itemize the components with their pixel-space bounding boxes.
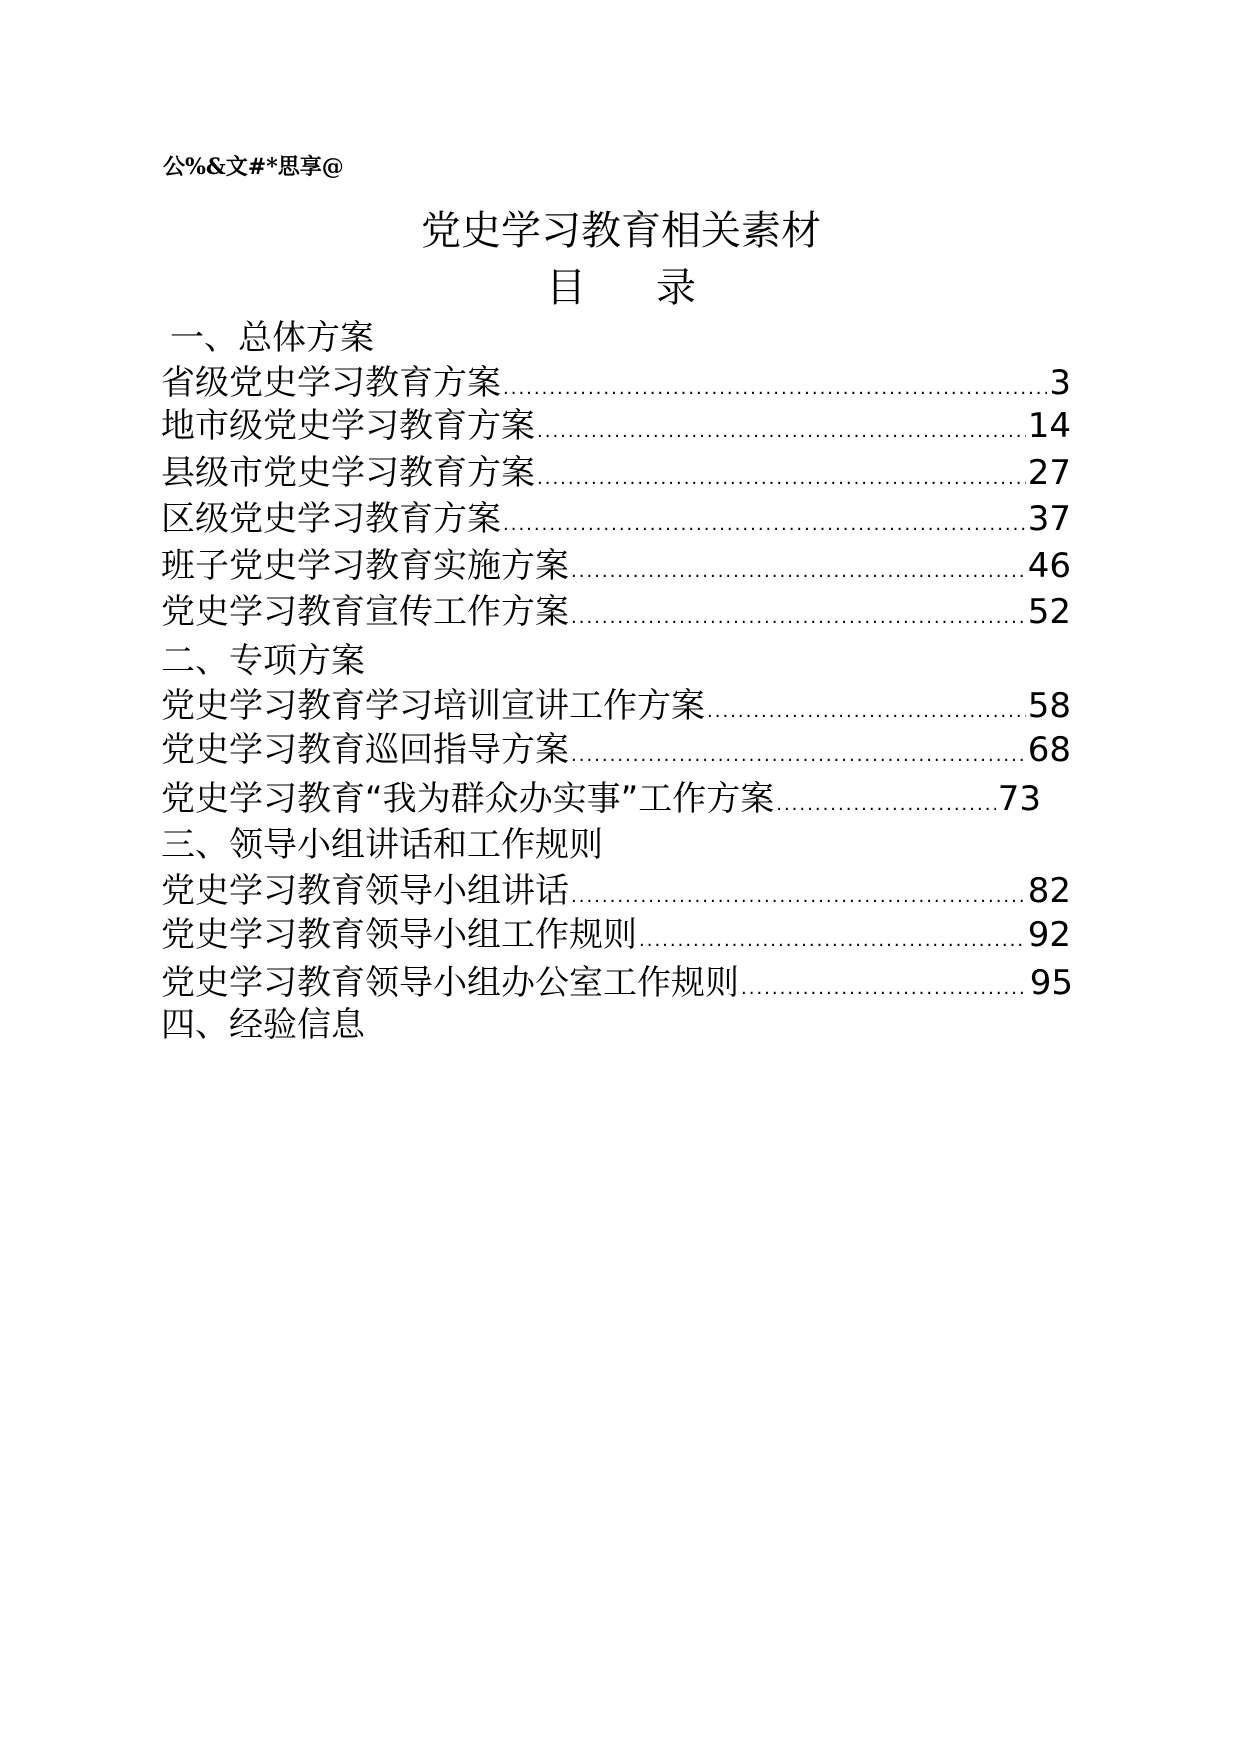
header-watermark: 公%&文#*思享@	[163, 154, 344, 180]
section-heading: 一、总体方案	[170, 318, 374, 358]
toc-leader-dots	[571, 597, 1026, 639]
toc-heading-part1: 目	[546, 265, 586, 311]
toc-entry-label: 地市级党史学习教育方案	[161, 406, 535, 446]
section-heading: 三、领导小组讲话和工作规则	[161, 825, 603, 865]
toc-entry-page: 92	[1027, 915, 1071, 955]
toc-entry[interactable]	[161, 729, 1071, 771]
toc-leader-dots	[537, 411, 1026, 453]
toc-entry[interactable]	[161, 545, 1071, 587]
toc-entry-label: 党史学习教育巡回指导方案	[161, 730, 569, 770]
toc-entry-label: 党史学习教育“我为群众办实事”工作方案	[161, 779, 775, 819]
toc-entry-label: 党史学习教育领导小组工作规则	[161, 915, 637, 955]
toc-entry-label: 省级党史学习教育方案	[161, 363, 501, 403]
toc-entry[interactable]	[161, 405, 1071, 447]
toc-entry-page: 46	[1027, 546, 1071, 586]
toc-entry[interactable]	[161, 685, 1071, 727]
toc-leader-dots	[571, 876, 1026, 918]
toc-leader-dots	[571, 551, 1026, 593]
toc-entry-label: 党史学习教育宣传工作方案	[161, 592, 569, 632]
toc-leader-dots	[741, 968, 1028, 1010]
toc-entry[interactable]	[161, 362, 1071, 404]
toc-entry-page: 82	[1027, 871, 1071, 911]
toc-entry[interactable]	[161, 498, 1071, 540]
section-heading: 二、专项方案	[161, 641, 365, 681]
toc-heading-part2: 录	[656, 265, 696, 311]
toc-entry[interactable]	[161, 591, 1071, 633]
document-title: 党史学习教育相关素材	[421, 208, 821, 254]
toc-leader-dots	[503, 368, 1047, 410]
section-heading: 四、经验信息	[161, 1005, 365, 1045]
toc-entry-page: 14	[1027, 406, 1071, 446]
toc-entry-page: 37	[1027, 499, 1071, 539]
toc-entry[interactable]	[161, 914, 1071, 956]
toc-entry[interactable]	[161, 452, 1071, 494]
toc-leader-dots	[571, 735, 1026, 777]
toc-entry[interactable]	[161, 778, 1041, 820]
toc-entry-label: 党史学习教育学习培训宣讲工作方案	[161, 686, 705, 726]
toc-leader-dots	[707, 691, 1026, 733]
toc-entry-label: 党史学习教育领导小组办公室工作规则	[161, 963, 739, 1003]
toc-entry-label: 区级党史学习教育方案	[161, 499, 501, 539]
toc-heading	[0, 263, 1242, 313]
toc-entry-label: 县级市党史学习教育方案	[161, 453, 535, 493]
toc-entry-page: 52	[1027, 592, 1071, 632]
toc-entry-page: 58	[1027, 686, 1071, 726]
toc-leader-dots	[537, 458, 1026, 500]
toc-entry-page: 68	[1027, 730, 1071, 770]
toc-entry-page: 73	[997, 779, 1041, 819]
toc-entry-page: 95	[1029, 963, 1073, 1003]
toc-leader-dots	[776, 784, 996, 826]
toc-entry[interactable]	[161, 962, 1073, 1004]
toc-entry-label: 班子党史学习教育实施方案	[161, 546, 569, 586]
toc-entry[interactable]	[161, 870, 1071, 912]
toc-entry-page: 27	[1027, 453, 1071, 493]
toc-entry-page: 3	[1049, 363, 1071, 403]
toc-leader-dots	[503, 504, 1026, 546]
toc-entry-label: 党史学习教育领导小组讲话	[161, 871, 569, 911]
toc-leader-dots	[639, 920, 1026, 962]
